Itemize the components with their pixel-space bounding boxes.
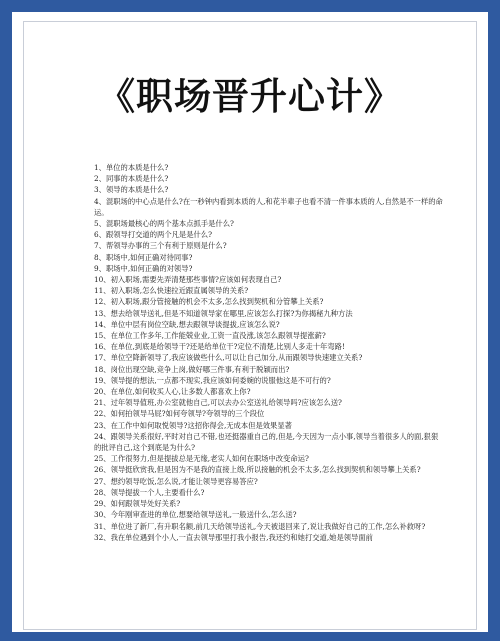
list-item: 24、跟领导关系很好,平时对自己不错,也还挺器重自己的,但是,今天因为一点小事,领导当着很多人的面,狠狠的批评自己,这个到底是为什么? (94, 431, 439, 453)
list-item: 6、跟领导打交道的两个凡是是什么? (94, 230, 213, 240)
document-title: 《职场晋升心计》 (98, 74, 402, 118)
list-item: 20、在单位,如何收买人心,让多数人都喜欢上你? (94, 387, 251, 397)
list-item: 22、如何拍领导马屁?如何夸领导?夸领导的三个段位 (94, 409, 265, 419)
list-item: 23、在工作中如何取悦领导?这招你得会,无成本但是效果显著 (94, 420, 292, 430)
list-item: 1、单位的本质是什么? (94, 163, 169, 172)
list-item: 31、单位进了新厂,有升职名额,前几天给领导送礼,今天被退回来了,说让我做好自己的工作,怎么补救呀? (94, 521, 426, 531)
list-item: 29、如何跟领导处好关系? (94, 499, 181, 509)
list-item: 10、初入职场,需要先弄清楚那些事情?应该如何表现自己? (94, 275, 282, 285)
list-item: 21、过年领导值班,办公室就他自己,可以去办公室送礼给领导吗?应该怎么送? (94, 398, 342, 408)
list-item: 13、想去给领导送礼,但是不知道领导家在哪里,应该怎么打探?为你揭秘九种方法 (94, 308, 353, 318)
list-item: 8、职场中,如何正确对待同事? (94, 252, 193, 262)
list-item: 15、在单位工作多年,工作能兢业业,工资一直没涨,该怎么跟领导提涨薪? (94, 331, 326, 341)
list-item: 28、领导提拔一个人,主要看什么? (94, 487, 205, 497)
list-item: 26、领导挺欣赏我,但是因为不是我的直接上级,所以接触的机会不太多,怎么找到契机和领导攀上关系? (94, 465, 421, 475)
list-item: 12、初入职场,跟分管接触的机会不太多,怎么找到契机和分管攀上关系? (94, 297, 324, 307)
list-item: 17、单位空降新领导了,我应该做些什么,可以让自己加分,从而跟领导快速建立关系? (94, 353, 363, 363)
list-item: 30、今年刚审查进的单位,想要给领导送礼,一般送什么,怎么送? (94, 510, 297, 520)
list-item: 2、同事的本质是什么? (94, 174, 169, 184)
list-item: 18、岗位出现空缺,竞争上岗,做好哪三件事,有利于脱颖而出? (94, 364, 290, 374)
list-item: 11、初入职场,怎么快速拉近跟直属领导的关系? (94, 286, 249, 296)
question-list (94, 162, 444, 543)
list-item: 16、在单位,到底是给领导干?还是给单位干?定位不清楚,比别人多走十年弯路! (94, 342, 345, 352)
list-item: 27、想约领导吃饭,怎么说,才能让领导更容易答应? (94, 476, 258, 486)
list-item: 32、我在单位遇到个小人,一直去领导那里打我小报告,我还约和她打交道,她是领导面前 (94, 532, 373, 542)
list-item: 25、工作很努力,但是提拔总是无缘,老实人如何在职场中改变命运? (94, 454, 309, 464)
list-item: 4、混职场的中心点是什么?在一秒钟内看到本质的人,和花半辈子也看不清一件事本质的人,自然是不一样的命运。 (94, 196, 443, 217)
list-item: 9、职场中,如何正确的对领导? (94, 263, 193, 273)
list-item: 7、帮领导办事的三个有利于原则是什么? (94, 241, 227, 251)
list-item: 19、领导提的想法,一点都不现实,我应该如何委婉的说服他这是不可行的? (94, 375, 331, 385)
list-item: 5、混职场最核心的两个基本点抓手是什么? (94, 219, 234, 229)
document-page (24, 22, 476, 629)
list-item: 3、领导的本质是什么? (94, 185, 169, 195)
list-item: 14、单位中层有岗位空缺,想去跟领导谈提拔,应该怎么说? (94, 319, 280, 329)
